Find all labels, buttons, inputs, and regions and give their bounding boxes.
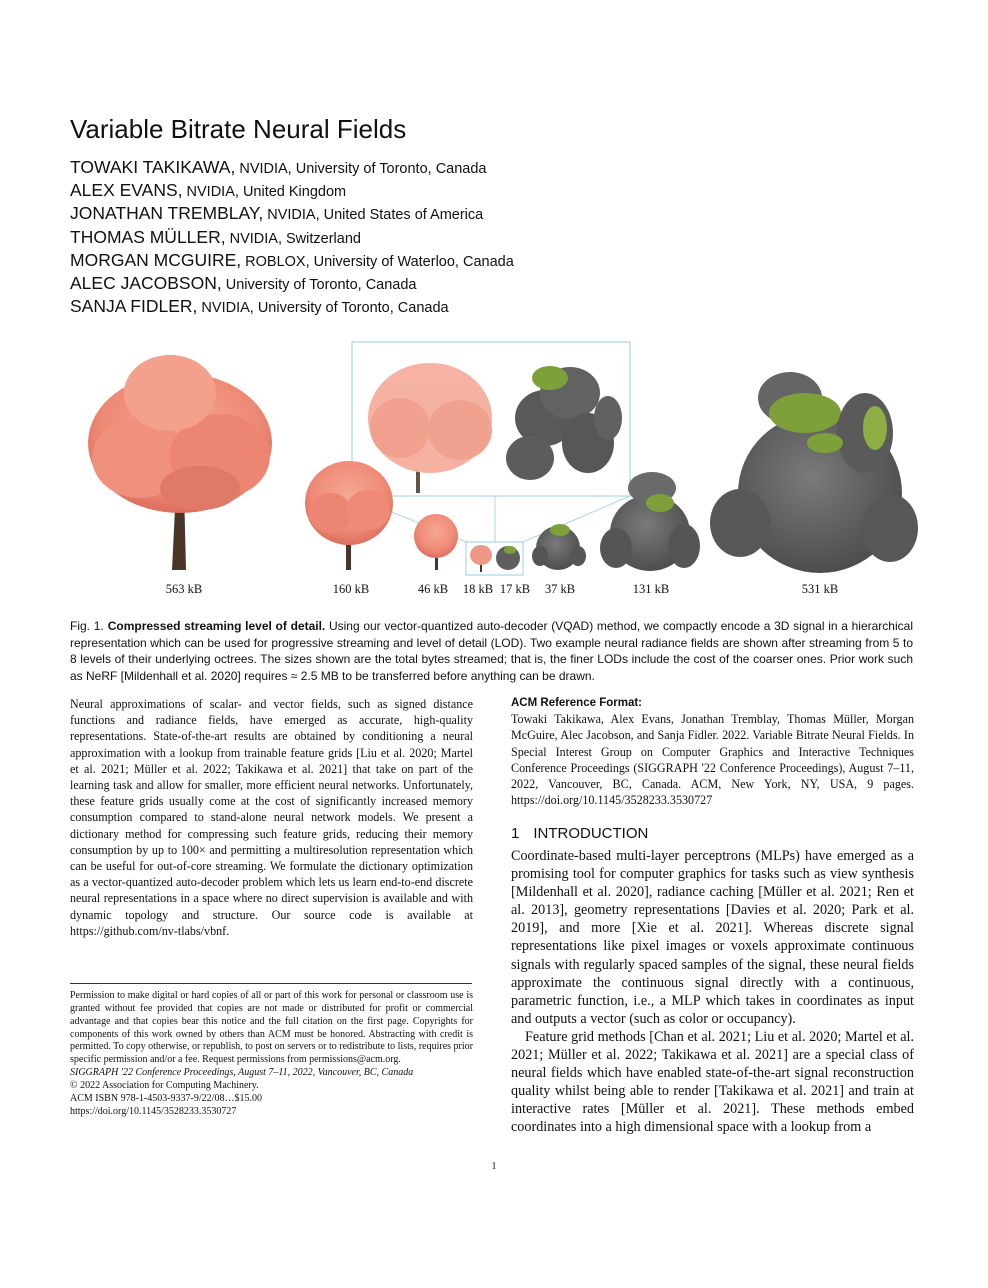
paragraph: Feature grid methods [Chan et al. 2021; Liu et al. 2020; Martel et al. 2021; Müller et al. 2022; Takikawa et al. 2021] are a special class of neural fields which have enabled state-of-the-art signal reconstruction quality whilst being able to render [Takikawa et al. 2021] and train at interactive rates [Müller et al. 2021]. These methods embed coordinates into a high dimensional space with a lookup from a	[511, 1028, 914, 1136]
tree-render-46kb	[414, 514, 458, 570]
section-number: 1	[511, 825, 520, 842]
acm-reference-text: Towaki Takikawa, Alex Evans, Jonathan Tremblay, Thomas Müller, Morgan McGuire, Alec Jacobson, and Sanja Fidler. 2022. Variable Bitrate Neural Fields. In Special Interest Group on Computer Graphics and Interactive Techniques Conference Proceedings (SIGGRAPH '22 Conference Proceedings), August 7–11, 2022, Vancouver, BC, Canada. ACM, New York, NY, USA, 9 pages. https://doi.org/10.1145/3528233.3530727	[511, 712, 914, 808]
size-label: 18 kB	[462, 582, 494, 596]
size-label: 46 kB	[417, 582, 449, 596]
paper-title: Variable Bitrate Neural Fields	[70, 114, 407, 144]
author-name: SANJA FIDLER,	[70, 296, 198, 317]
author-name: ALEC JACOBSON,	[70, 272, 222, 293]
abstract: Neural approximations of scalar- and vector fields, such as signed distance functions and radiance fields, have emerged as accurate, high-quality representations. State-of-the-art results are obtained by conditioning a neural approximation with a lookup from trainable feature grids [Liu et al. 2020; Martel et al. 2021; Müller et al. 2022; Takikawa et al. 2021] that take on part of the learning task and allow for smaller, more efficient neural networks. Unfortunately, these feature grids usually come at the cost of significantly increased memory consumption compared to stand-alone neural network models. We present a dictionary method for compressing such feature grids, reducing their memory consumption by up to 100× and permitting a multiresolution representation which can be useful for out-of-core streaming. We formulate the dictionary optimization as a vector-quantized auto-decoder problem which lets us learn end-to-end discrete neural representations in a space where no direct supervision is available and with dynamic topology and structure. Our source code is available at https://github.com/nv-tlabs/vbnf.	[70, 697, 473, 938]
tree-inset-zoom	[368, 363, 492, 493]
permission-text: Permission to make digital or hard copies of all or part of this work for personal or classroom use is granted without fee provided that copies are not made or distributed for profit or commercial advantage and that copies bear this notice and the full citation on the first page. Copyrights for components of this work owned by others than ACM must be honored. Abstracting with credit is permitted. To copy otherwise, or republish, to post on servers or to redistribute to lists, requires prior specific permission and/or a fee. Request permissions from permissions@acm.org.	[70, 990, 473, 1066]
golem-render-131kb	[600, 472, 700, 571]
golem-render-17kb	[496, 546, 520, 570]
author-line	[70, 272, 630, 295]
author-affiliation: NVIDIA, Switzerland	[225, 230, 361, 247]
size-label: 17 kB	[499, 582, 531, 596]
footnote-rule	[70, 983, 472, 984]
caption-label: Fig. 1.	[70, 619, 104, 633]
author-line	[70, 156, 630, 179]
figure-caption	[70, 618, 913, 684]
permission-notice	[70, 990, 473, 1118]
size-label: 131 kB	[632, 582, 670, 596]
acm-reference	[511, 695, 914, 808]
tree-render-160kb	[305, 461, 393, 570]
author-affiliation: University of Toronto, Canada	[221, 276, 417, 293]
author-name: MORGAN MCGUIRE,	[70, 249, 242, 270]
teaser-figure	[60, 338, 928, 600]
author-name: JONATHAN TREMBLAY,	[70, 203, 264, 224]
author-affiliation: NVIDIA, University of Toronto, Canada	[235, 161, 487, 177]
author-name: ALEX EVANS,	[70, 180, 183, 201]
doi-link[interactable]: https://doi.org/10.1145/3528233.3530727	[70, 1105, 237, 1117]
author-affiliation: NVIDIA, United Kingdom	[182, 184, 347, 201]
author-line	[70, 249, 630, 272]
size-label: 563 kB	[165, 582, 203, 596]
author-name: TOWAKI TAKIKAWA,	[70, 157, 236, 177]
paragraph: Coordinate-based multi-layer perceptrons (MLPs) have emerged as a promising tool for computer graphics for tasks such as view synthesis [Mildenhall et al. 2020], radiance caching [Müller et al. 2021; Ren et al. 2013], geometry representations [Davies et al. 2020; Park et al. 2019], and more [Xie et al. 2021]. Whereas discrete signal representations like pixel images or voxels approximate continuous signals with regularly spaced samples of the signal, these neural fields approximate the continuous signal directly with a continuous, parametric function, i.e., a MLP which takes in coordinates as input and outputs a vector (such as color or occupancy).	[511, 848, 914, 1027]
author-list	[70, 156, 630, 318]
golem-inset-zoom	[506, 366, 622, 480]
teaser-illustration	[60, 338, 928, 578]
author-affiliation: NVIDIA, University of Toronto, Canada	[197, 300, 449, 317]
copyright-line: © 2022 Association for Computing Machinery.	[70, 1079, 259, 1091]
size-label: 160 kB	[332, 582, 370, 596]
caption-text: Using our vector-quantized auto-decoder (VQAD) method, we compactly encode a 3D signal in a hierarchical representation which can be used for progressive streaming and level of detail (LOD). Two example neural radiance fields are shown after streaming from 5 to 8 levels of their underlying octrees. The sizes shown are the total bytes streamed; that is, the finer LODs include the cost of the coarser ones. Prior work such as NeRF [Mildenhall et al. 2020] requires ≈ 2.5 MB to be transferred before anything can be drawn.	[70, 619, 913, 683]
author-line	[70, 295, 630, 318]
isbn-line: ACM ISBN 978-1-4503-9337-9/22/08…$15.00	[70, 1092, 262, 1104]
size-label: 531 kB	[801, 582, 839, 596]
tree-render-563kb	[88, 355, 272, 570]
acm-reference-heading: ACM Reference Format:	[511, 697, 642, 709]
author-affiliation: NVIDIA, United States of America	[263, 207, 484, 224]
author-line	[70, 202, 630, 225]
section-heading	[511, 825, 648, 842]
author-affiliation: ROBLOX, University of Waterloo, Canada	[241, 253, 514, 270]
author-name: THOMAS MÜLLER,	[70, 226, 226, 247]
section-title: INTRODUCTION	[533, 825, 649, 842]
page-number: 1	[491, 1161, 497, 1172]
author-line	[70, 226, 630, 249]
size-label: 37 kB	[544, 582, 576, 596]
tree-render-18kb	[470, 545, 492, 572]
conference-venue: SIGGRAPH '22 Conference Proceedings, August 7–11, 2022, Vancouver, BC, Canada	[70, 1067, 414, 1079]
golem-render-531kb	[710, 372, 918, 573]
author-line	[70, 179, 630, 202]
golem-render-37kb	[532, 524, 586, 570]
introduction-body	[511, 847, 914, 1137]
caption-heading: Compressed streaming level of detail.	[107, 619, 326, 633]
